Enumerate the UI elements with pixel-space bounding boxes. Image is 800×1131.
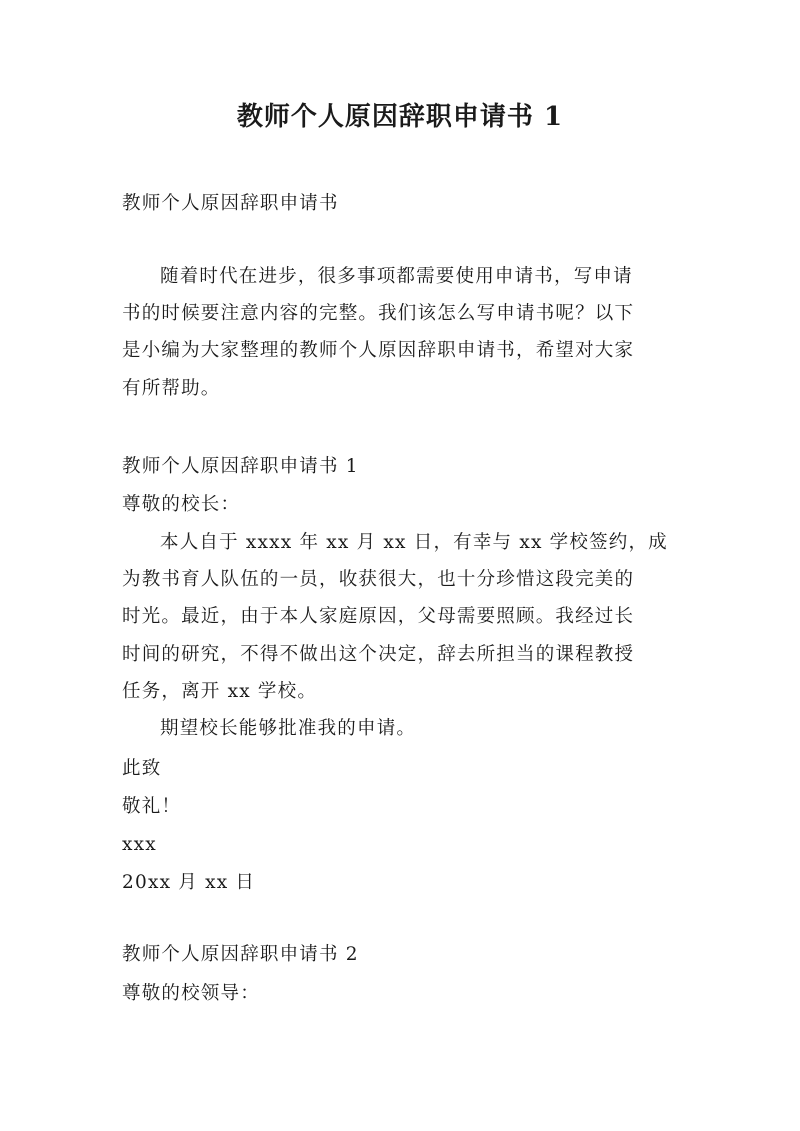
- letter2-salutation: 尊敬的校领导：: [122, 983, 260, 1004]
- letter1-heading: 教师个人原因辞职申请书 1: [122, 456, 359, 477]
- letter1-signature: xxx: [122, 834, 157, 855]
- intro-heading: 教师个人原因辞职申请书: [122, 193, 339, 214]
- letter1-body-line-5: 任务，离开 xx 学校。: [122, 681, 318, 702]
- intro-line-2: 书的时候要注意内容的完整。我们该怎么写申请书呢？以下: [122, 303, 635, 324]
- letter1-salutation: 尊敬的校长：: [122, 494, 241, 515]
- intro-line-1: 随着时代在进步，很多事项都需要使用申请书，写申请: [160, 266, 633, 287]
- letter1-body-line-2: 为教书育人队伍的一员，收获很大，也十分珍惜这段完美的: [122, 569, 635, 590]
- letter1-body-line-4: 时间的研究，不得不做出这个决定，辞去所担当的课程教授: [122, 644, 635, 665]
- letter1-date: 20xx 月 xx 日: [122, 872, 256, 893]
- letter1-body-line-1: 本人自于 xxxx 年 xx 月 xx 日，有幸与 xx 学校签约，成: [160, 532, 668, 553]
- intro-line-3: 是小编为大家整理的教师个人原因辞职申请书，希望对大家: [122, 340, 635, 361]
- letter2-heading: 教师个人原因辞职申请书 2: [122, 944, 359, 965]
- letter1-request: 期望校长能够批准我的申请。: [160, 718, 417, 739]
- letter1-closing-2: 敬礼！: [122, 796, 182, 817]
- letter1-closing-1: 此致: [122, 758, 162, 779]
- letter1-body-line-3: 时光。最近，由于本人家庭原因，父母需要照顾。我经过长: [122, 606, 635, 627]
- intro-line-4: 有所帮助。: [122, 378, 221, 399]
- document-title: 教师个人原因辞职申请书 1: [236, 102, 564, 132]
